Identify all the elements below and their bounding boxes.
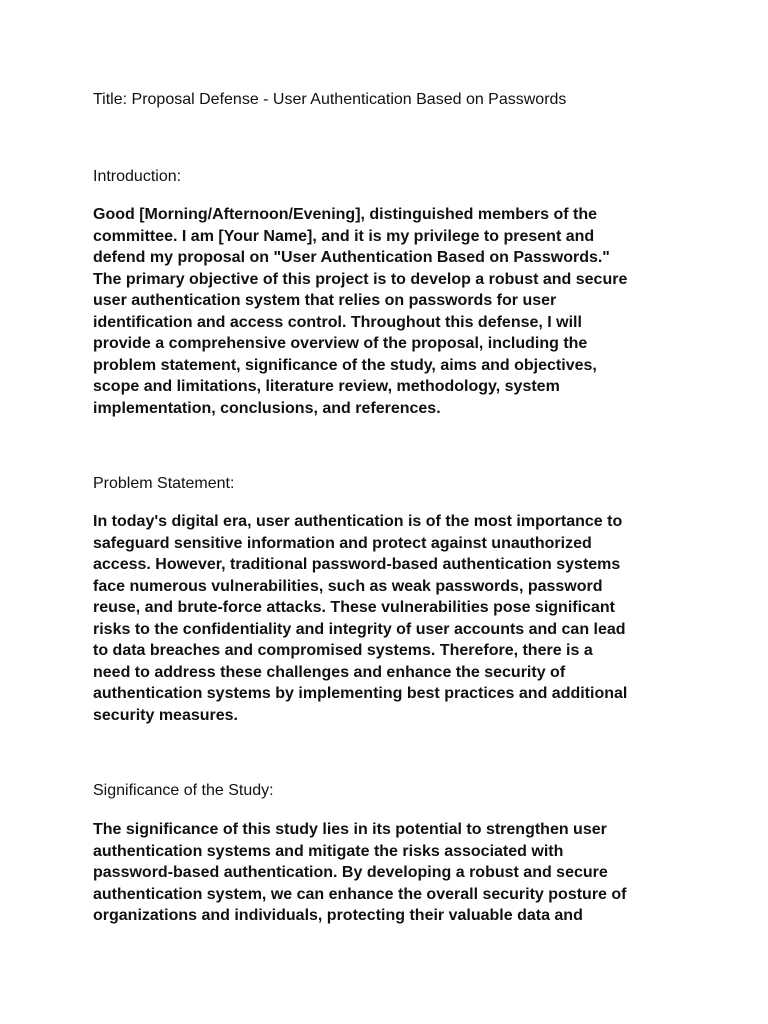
paragraph-line: Good [Morning/Afternoon/Evening], distinguished members of the [93,206,597,223]
paragraph-line: defend my proposal on "User Authentication Based on Passwords." [93,249,610,266]
paragraph-line: access. However, traditional password-based authentication systems [93,556,621,573]
paragraph-line: safeguard sensitive information and protect against unauthorized [93,534,592,552]
paragraph-line: security measures. [93,706,238,724]
paragraph-line: to data breaches and compromised systems. Therefore, there is a [93,642,593,659]
paragraph-line: provide a comprehensive overview of the proposal, including the [93,335,588,352]
paragraph-line: problem statement, significance of the study, aims and objectives, [93,356,597,374]
paragraph-line: risks to the confidentiality and integrity of user accounts and can lead [93,620,626,638]
paragraph-line: The significance of this study lies in its potential to strengthen user [93,821,607,838]
paragraph-line: scope and limitations, literature review, methodology, system [93,378,560,395]
paragraph-line: reuse, and brute-force attacks. These vulnerabilities pose significant [93,599,615,616]
paragraph-line: authentication system, we can enhance the overall security posture of [93,885,627,903]
paragraph-line: In today's digital era, user authentication is of the most importance to [93,513,623,530]
paragraph-line: need to address these challenges and enhance the security of [93,663,566,681]
section-heading-problem-statement: Problem Statement: [93,475,235,492]
introduction-paragraph [93,204,693,419]
paragraph-line: The primary objective of this project is to develop a robust and secure [93,270,628,288]
significance-paragraph [93,819,693,927]
paragraph-line: organizations and individuals, protecting their valuable data and [93,907,583,924]
document-title: Title: Proposal Defense - User Authentication Based on Passwords [93,91,567,108]
paragraph-line: password-based authentication. By developing a robust and secure [93,864,608,881]
paragraph-line: authentication systems by implementing best practices and additional [93,685,628,702]
paragraph-line: authentication systems and mitigate the risks associated with [93,842,564,860]
section-heading-introduction: Introduction: [93,168,182,185]
paragraph-line: identification and access control. Throughout this defense, I will [93,313,582,331]
paragraph-line: user authentication system that relies on passwords for user [93,292,557,309]
paragraph-line: committee. I am [Your Name], and it is my privilege to present and [93,227,595,245]
paragraph-line: face numerous vulnerabilities, such as weak passwords, password [93,577,603,595]
problem-statement-paragraph [93,511,693,726]
section-heading-significance: Significance of the Study: [93,782,274,799]
paragraph-line: implementation, conclusions, and references. [93,399,441,417]
